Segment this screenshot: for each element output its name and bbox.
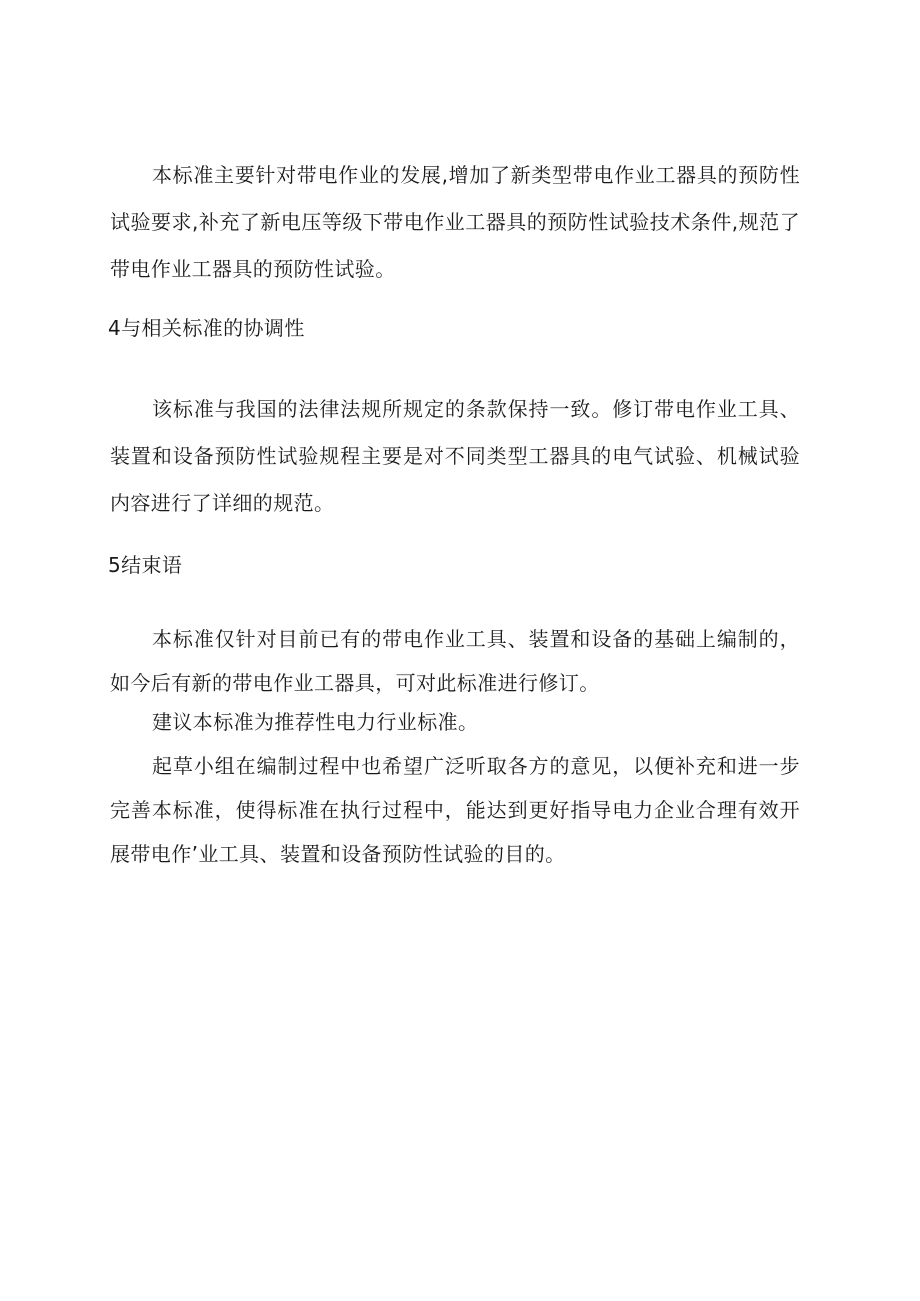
section-5-paragraph-1: 本标准仅针对目前已有的带电作业工具、装置和设备的基础上编制的，如今后有新的带电作业工器具，可对此标准进行修订。 [110,627,800,695]
section-5-heading: 5结束语 [108,553,183,577]
intro-paragraph: 本标准主要针对带电作业的发展,增加了新类型带电作业工器具的预防性试验要求,补充了新电压等级下带电作业工器具的预防性试验技术条件,规范了带电作业工器具的预防性试验。 [110,163,800,281]
section-5-paragraph-2: 建议本标准为推荐性电力行业标准。 [152,710,479,734]
section-4-heading: 4与相关标准的协调性 [108,316,305,340]
section-5-paragraph-3: 起草小组在编制过程中也希望广泛听取各方的意见，以便补充和进一步完善本标准，使得标准在执行过程中，能达到更好指导电力企业合理有效开展带电作’业工具、装置和设备预防性试验的目的。 [110,754,800,866]
section-4-paragraph: 该标准与我国的法律法规所规定的条款保持一致。修订带电作业工具、装置和设备预防性试验规程主要是对不同类型工器具的电气试验、机械试验内容进行了详细的规范。 [110,397,800,515]
